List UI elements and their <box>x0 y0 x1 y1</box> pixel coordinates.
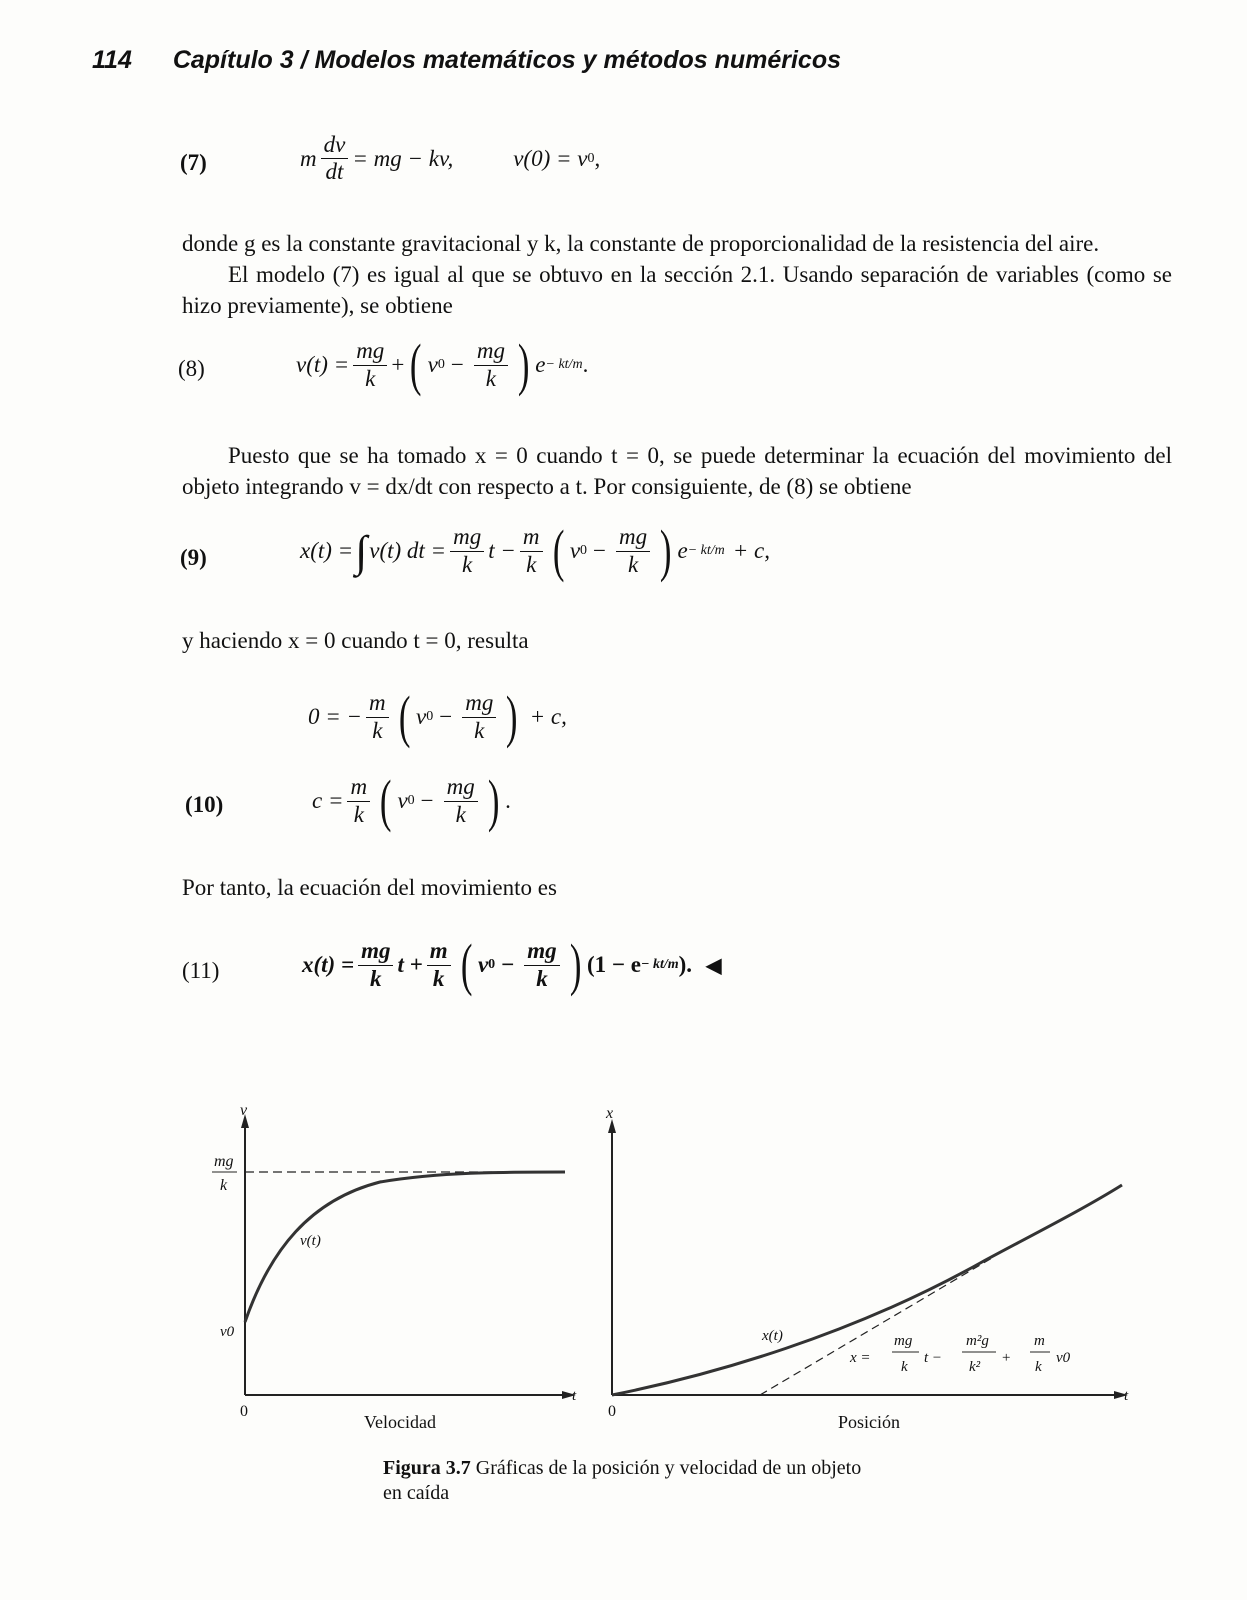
eq9-f1-den: k <box>462 551 473 577</box>
eq8-v0: v <box>427 352 438 377</box>
caption-text: Gráficas de la posición y velocidad de un objeto en caída <box>383 1457 862 1504</box>
eq9-f2-num: m <box>520 524 543 551</box>
velocity-curve-label: v(t) <box>300 1233 321 1249</box>
eq10a-lhs: 0 = − <box>308 704 363 729</box>
paragraph-5: Por tanto, la ecuación del movimiento es <box>182 875 557 900</box>
eq9-label: (9) <box>180 545 207 570</box>
eq10a-end: + c, <box>529 704 567 729</box>
asym-c-num: m <box>1034 1333 1045 1349</box>
eq9-exp-base: e <box>677 538 688 563</box>
velocity-graph <box>200 1100 580 1420</box>
eq8-exp: − kt/m <box>545 357 583 372</box>
position-curve-label: x(t) <box>762 1328 783 1344</box>
eq10-f2-den: k <box>455 801 466 827</box>
eq8-minus: − <box>450 352 464 377</box>
equation-10a: 0 = − $\frac{m}{k}$ ( v 0 − $\frac{mg}{k}$ ) + c, <box>308 684 567 749</box>
asym-b-num: m²g <box>966 1333 989 1349</box>
eq11-t-plus: t + <box>397 952 423 977</box>
eq7-m: m <box>300 145 317 171</box>
paragraph-block-4 <box>182 625 1172 656</box>
eq8-end: . <box>582 352 589 377</box>
eq11-v0: v <box>477 952 489 977</box>
integral-sign: ∫ <box>355 526 368 576</box>
eq8-plus: + <box>391 352 405 377</box>
eq10-end: . <box>505 788 511 813</box>
asym-prefix: x = <box>850 1350 871 1366</box>
asymptote-num: mg <box>214 1153 234 1170</box>
eq7-label: (7) <box>180 150 207 175</box>
equation-7 <box>300 132 600 186</box>
eq10a-minus: − <box>439 704 453 729</box>
position-y-label: x <box>606 1105 614 1122</box>
eq10a-f1-num: m <box>366 690 389 717</box>
eq10-f2-num: mg <box>444 774 478 801</box>
eq7-num: dv <box>321 132 349 159</box>
eq11-f1-num: mg <box>358 938 393 965</box>
eq10-f1-num: m <box>347 774 370 801</box>
eq7-rhs: = mg − kv, <box>352 145 454 171</box>
position-origin: 0 <box>608 1403 616 1420</box>
eq9-f3-num: mg <box>616 524 650 551</box>
eq11-tail-end: ). <box>678 952 693 977</box>
eq11-minus: − <box>501 952 515 977</box>
eq9-end: + c, <box>732 538 770 563</box>
asym-a-den: k <box>901 1359 908 1375</box>
equation-11: x(t) = $\frac{mg}{k}$ t + $\frac{m}{k}$ ( v 0 − $\frac{mg}{k}$ ) (1 − e − kt/m ). ◀ <box>302 932 722 997</box>
position-x-label: t <box>1124 1388 1129 1404</box>
eq10a-f2-num: mg <box>462 690 496 717</box>
position-sublabel: Posición <box>838 1412 901 1432</box>
eq10-v0: v <box>397 788 408 813</box>
paragraph-3: Puesto que se ha tomado x = 0 cuando t = 0, se puede determinar la ecuación del movimiento del objeto integrando v = dx/dt con respecto a t. Por consiguiente, de (8) se obtiene <box>182 443 1172 499</box>
eq8-exp-base: e <box>535 352 546 377</box>
eq8-f2-num: mg <box>474 338 508 365</box>
eq7-ic-sub: 0 <box>587 150 595 166</box>
eq10a-f2-den: k <box>474 717 485 743</box>
eq9-integrand: v(t) dt = <box>369 538 447 563</box>
asym-c-den: k <box>1035 1359 1042 1375</box>
eq9-f2-den: k <box>526 551 537 577</box>
eq11-v0-sub: 0 <box>488 957 496 972</box>
paragraph-block-5 <box>182 872 1172 903</box>
eq11-f1-den: k <box>370 965 382 991</box>
eq8-f1-num: mg <box>353 338 387 365</box>
paragraph-1: donde g es la constante gravitacional y k, la constante de proporcionalidad de la resistencia del aire. <box>182 231 1100 256</box>
eq10-f1-den: k <box>353 801 364 827</box>
caption-label: Figura 3.7 <box>383 1457 471 1479</box>
eq11-f2-den: k <box>432 965 445 991</box>
eq8-lhs: v(t) = <box>296 352 350 377</box>
eq9-f1-num: mg <box>450 524 484 551</box>
position-graph <box>592 1100 1137 1420</box>
velocity-x-label: t <box>572 1388 577 1404</box>
eq7-ic: v(0) = v <box>513 145 588 171</box>
eq7-den: dt <box>325 159 344 185</box>
eq8-label: (8) <box>178 356 205 381</box>
velocity-origin: 0 <box>240 1403 248 1420</box>
page-number: 114 <box>92 46 132 74</box>
eq9-minus: − <box>593 538 607 563</box>
eq10a-v0-sub: 0 <box>426 709 434 724</box>
eq10-v0-sub: 0 <box>407 793 415 808</box>
velocity-curve <box>245 1172 565 1322</box>
eq9-t-minus: t − <box>488 538 516 563</box>
asym-a-num: mg <box>894 1333 913 1349</box>
eq11-label: (11) <box>182 958 220 983</box>
asym-a-t: t − <box>924 1350 943 1366</box>
eq10-minus: − <box>420 788 434 813</box>
asymptote-den: k <box>220 1177 228 1194</box>
eq11-f3-den: k <box>536 965 548 991</box>
figure-caption <box>383 1456 863 1506</box>
eq7-ic-end: , <box>594 145 601 171</box>
eq11-f2-num: m <box>427 938 451 965</box>
asym-plus: + <box>1002 1350 1011 1366</box>
velocity-sublabel: Velocidad <box>364 1412 436 1432</box>
paragraph-2: El modelo (7) es igual al que se obtuvo en la sección 2.1. Usando separación de variables (como se hizo previamente), se obtiene <box>182 262 1172 318</box>
asym-c-v0: v0 <box>1056 1350 1071 1366</box>
eq9-exp: − kt/m <box>687 543 725 558</box>
paragraph-block-1 <box>182 228 1172 321</box>
eq9-lhs: x(t) = <box>300 538 354 563</box>
paragraph-block-3 <box>182 440 1172 502</box>
eq11-exp: − kt/m <box>640 957 679 972</box>
eq10a-f1-den: k <box>372 717 383 743</box>
velocity-y-label: v <box>240 1102 248 1119</box>
equation-10: c = $\frac{m}{k}$ ( v 0 − $\frac{mg}{k}$ ) . <box>312 768 511 833</box>
v0-label: v0 <box>220 1324 235 1340</box>
running-header <box>92 46 841 75</box>
eq9-v0-sub: 0 <box>580 543 588 558</box>
equation-9: x(t) = ∫ v(t) dt = $\frac{mg}{k}$ t − $\frac{m}{k}$ ( v 0 − $\frac{mg}{k}$ ) e − kt/m + c, <box>300 518 770 583</box>
eq7-derivative <box>321 132 349 186</box>
end-of-example-marker: ◀ <box>706 954 722 977</box>
eq10-lhs: c = <box>312 788 344 813</box>
eq11-lhs: x(t) = <box>302 952 355 977</box>
eq10-label: (10) <box>185 792 224 817</box>
eq11-f3-num: mg <box>524 938 559 965</box>
eq8-v0-sub: 0 <box>437 357 445 372</box>
eq9-f3-den: k <box>627 551 639 577</box>
paragraph-4: y haciendo x = 0 cuando t = 0, resulta <box>182 628 529 653</box>
eq9-v0: v <box>569 538 581 563</box>
equation-8: v(t) = $\frac{mg}{k}$ + ( v 0 − $\frac{mg}{k}$ ) e − kt/m . <box>296 332 589 397</box>
position-asymptote <box>760 1258 992 1395</box>
eq8-f2-den: k <box>485 365 496 391</box>
eq8-f1-den: k <box>365 365 376 391</box>
asym-b-den: k² <box>969 1359 981 1375</box>
chapter-title: Capítulo 3 / Modelos matemáticos y métodos numéricos <box>172 46 842 74</box>
eq11-tail: (1 − e <box>586 952 641 977</box>
eq10a-v0: v <box>416 704 427 729</box>
